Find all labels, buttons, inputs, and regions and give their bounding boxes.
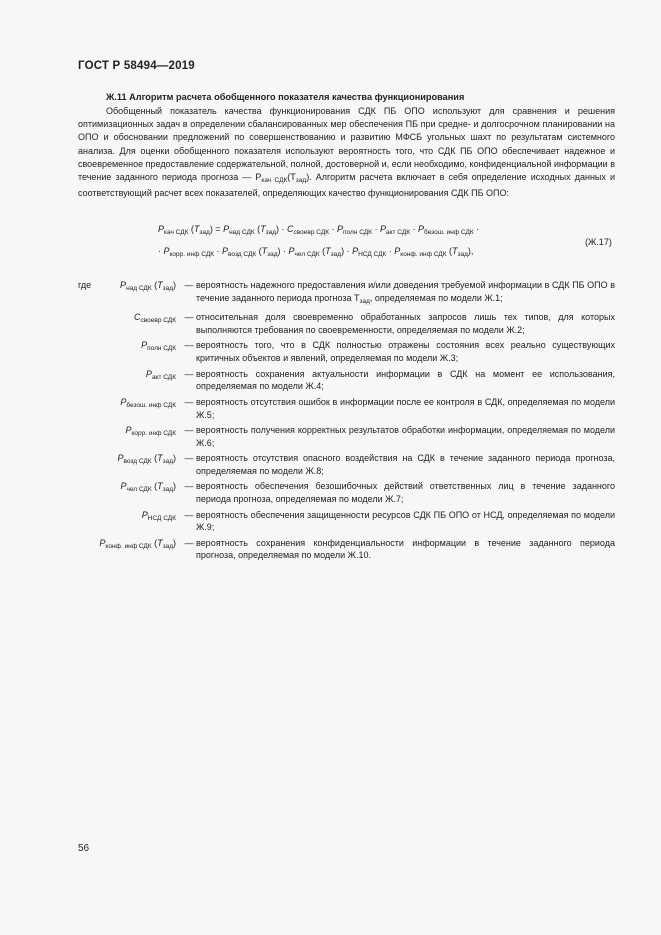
standard-header: ГОСТ Р 58494—2019 bbox=[78, 60, 195, 72]
definition-item bbox=[78, 339, 615, 365]
definition-item bbox=[78, 480, 615, 506]
definition-text: вероятность отсутствия опасного воздействия на СДК в течение заданного периода прогноза, определяемая по модели Ж.8; bbox=[196, 453, 615, 476]
definition-symbol: $P_{акт СДК}$ bbox=[145, 368, 176, 381]
definition-term bbox=[78, 311, 176, 337]
paragraph-text: Обобщенный показатель качества функционирования СДК ПБ ОПО используют для сравнения и решения оптимизационных задач в определении сбалансированных мер обеспечения ПБ при средне- и долгосрочном планировании на ОПО и обосновании предложений по совершенствованию и развитию МФСБ угольных шахт по результатам системного анализа. Для оценки обобщенного показателя используют вероятность того, что СДК ПБ ОПО обеспечивает надежное и своевременное предоставление содержательной, полной, достоверной и, если необходимо, конфиденциальной информации в течение заданного периода прогноза — P bbox=[78, 106, 615, 183]
definition-term bbox=[78, 279, 176, 309]
definition-term bbox=[78, 509, 176, 535]
definition-dash: — bbox=[184, 368, 194, 379]
definition-dash: — bbox=[184, 481, 194, 492]
definition-symbol: $C_{своевр СДК}$ bbox=[134, 312, 176, 325]
definition-text: вероятность отсутствия ошибок в информации после ее контроля в СДК, определяемая по модели Ж.5; bbox=[196, 396, 615, 420]
paragraph-tail: (T bbox=[287, 172, 296, 183]
definition-text: вероятность обеспечения безошибочных действий ответственных лиц в течение заданного периода прогноза, определяемая по модели Ж.7; bbox=[196, 481, 615, 505]
formula-line-2-text: · $P_{корр. инф СДК} \cdot P_{возд СДК}$ $(T_{зад}) \cdot P_{чел СДК}$ $(T_{зад}) \cdot P_{НСД СДК} \cdot P_{конф. инф СДК}$ $(T_{зад})$, bbox=[158, 246, 474, 258]
definition-term bbox=[78, 368, 176, 394]
definition-term bbox=[78, 537, 176, 563]
definition-item bbox=[78, 396, 615, 422]
definition-text: вероятность получения корректных результатов обработки информации, определяемая по модели Ж.6; bbox=[196, 424, 615, 448]
definition-symbol: $P_{НСД СДК}$ bbox=[141, 509, 176, 522]
definition-dash: — bbox=[184, 396, 194, 407]
definition-term bbox=[78, 424, 176, 450]
definition-term bbox=[78, 480, 176, 506]
definition-text: вероятность сохранения актуальности информации в СДК на момент ее использования, определяемая по модели Ж.4; bbox=[196, 368, 615, 392]
definition-symbol: $P_{безош. инф СДК}$ bbox=[120, 396, 176, 409]
definition-term bbox=[78, 339, 176, 365]
definition-dash: — bbox=[184, 509, 194, 520]
definition-item bbox=[78, 424, 615, 450]
definition-text: вероятность того, что в СДК полностью отражены состояния всех реально существующих критичных объектов и явлений, определяемая по модели Ж.3; bbox=[196, 340, 615, 364]
intro-paragraph bbox=[78, 105, 615, 200]
definition-text: вероятность обеспечения защищенности ресурсов СДК ПБ ОПО от НСД, определяемая по модели Ж.9; bbox=[196, 509, 615, 533]
formula-line-2 bbox=[158, 246, 473, 258]
formula-line-1-text: $P_{кач СДК}$ $(T_{зад}) = P_{над СДК}$ $(T_{зад}) \cdot C_{своевр СДК} \cdot P_{полн СДК} \cdot P_{акт СДК} \cdot P_{безош. инф СДК}$ · bbox=[158, 224, 480, 236]
definition-term bbox=[78, 452, 176, 478]
definition-dash: — bbox=[184, 340, 194, 351]
definition-item bbox=[78, 279, 615, 309]
where-label: где bbox=[78, 280, 92, 290]
definition-text: вероятность надежного предоставления и/или доведения требуемой информации в СДК ПБ ОПО в течение заданного периода прогноза $T_{зад}$, определяемая по модели Ж.1; bbox=[196, 280, 615, 305]
definition-symbol: $P_{полн СДК}$ bbox=[141, 340, 176, 353]
definition-symbol: $P_{над СДК}$ $(T_{зад})$ bbox=[120, 280, 176, 292]
paragraph-subscript: кач СДК bbox=[261, 177, 288, 185]
definition-item bbox=[78, 537, 615, 563]
paragraph-end: ). Алгоритм расчета включает в себя определение исходных данных и соответствующий расчет всех показателей, определяющих качество функционирования СДК ПБ ОПО: bbox=[78, 172, 615, 199]
definition-item bbox=[78, 311, 615, 337]
definition-term bbox=[78, 396, 176, 422]
definitions-list bbox=[78, 279, 615, 565]
section-title: Ж.11 Алгоритм расчета обобщенного показателя качества функционирования bbox=[106, 92, 465, 102]
definition-symbol: $P_{корр. инф СДК}$ bbox=[125, 424, 176, 437]
definition-item bbox=[78, 452, 615, 478]
definition-symbol: $P_{конф. инф СДК}$ $(T_{зад})$ bbox=[99, 537, 176, 550]
definition-dash: — bbox=[184, 312, 194, 323]
formula-line-1 bbox=[158, 224, 479, 236]
equation-number: (Ж.17) bbox=[585, 237, 612, 247]
definition-dash: — bbox=[184, 537, 194, 548]
paragraph-tail-subscript: зад bbox=[295, 177, 307, 185]
definition-text: вероятность сохранения конфиденциальности информации в течение заданного периода прогноза, определяемая по модели Ж.10. bbox=[196, 537, 615, 561]
definition-item bbox=[78, 368, 615, 394]
definition-symbol: $P_{чел СДК}$ $(T_{зад})$ bbox=[120, 481, 176, 494]
page-number: 56 bbox=[78, 843, 90, 854]
definition-symbol: $P_{возд СДК}$ $(T_{зад})$ bbox=[117, 453, 176, 466]
definition-text: относительная доля своевременно обработанных запросов лишь тех типов, для которых выполняются требования по своевременности, определяемая по модели Ж.2; bbox=[196, 312, 615, 335]
definition-dash: — bbox=[184, 280, 194, 290]
definition-item bbox=[78, 509, 615, 535]
definition-dash: — bbox=[184, 453, 194, 464]
definition-dash: — bbox=[184, 424, 194, 435]
